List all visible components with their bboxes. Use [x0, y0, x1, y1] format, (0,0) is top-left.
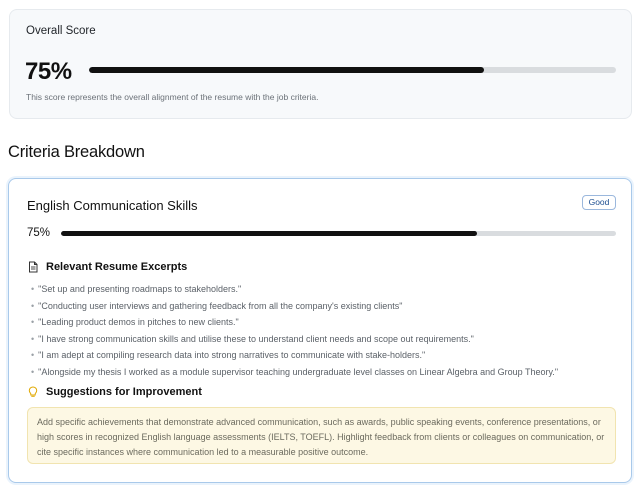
- rating-badge: Good: [582, 195, 616, 210]
- document-icon: [27, 261, 39, 273]
- list-item: • "I am adept at compiling research data into strong narratives to communicate with stake-holders.": [31, 347, 558, 364]
- list-item: • "Leading product demos in pitches to new clients.": [31, 314, 558, 331]
- criteria-score-bar: [61, 231, 616, 236]
- suggestions-heading-label: Suggestions for Improvement: [46, 386, 202, 398]
- overall-score-percent: 75%: [25, 58, 72, 85]
- list-item: • "Set up and presenting roadmaps to stakeholders.": [31, 281, 558, 298]
- excerpts-heading-label: Relevant Resume Excerpts: [46, 261, 188, 273]
- lightbulb-icon: [27, 386, 39, 398]
- suggestions-heading: [27, 386, 202, 398]
- criteria-score-percent: 75%: [27, 227, 51, 239]
- overall-score-title: Overall Score: [26, 25, 96, 37]
- overall-score-description: This score represents the overall alignment of the resume with the job criteria.: [26, 92, 319, 102]
- criteria-card-english-communication: [8, 178, 632, 483]
- excerpts-list: [31, 281, 558, 380]
- criteria-score-bar-fill: [61, 231, 477, 236]
- list-item: • "I have strong communication skills and utilise these to understand client needs and scope out requirements.": [31, 331, 558, 348]
- criteria-title: English Communication Skills: [27, 198, 198, 213]
- overall-score-card: [9, 9, 632, 119]
- criteria-breakdown-heading: Criteria Breakdown: [8, 143, 145, 161]
- list-item: • "Conducting user interviews and gathering feedback from all the company's existing clients": [31, 298, 558, 315]
- excerpts-heading: [27, 261, 187, 273]
- overall-score-bar-fill: [89, 67, 484, 73]
- overall-score-bar: [89, 67, 616, 73]
- list-item: • "Alongside my thesis I worked as a module supervisor teaching undergraduate level classes on Linear Algebra and Group Theory.": [31, 364, 558, 381]
- suggestions-box: Add specific achievements that demonstrate advanced communication, such as awards, public speaking events, conference presentations, or high scores in recognized English language assessments (IELTS, TOEFL). Highlight feedback from clients or colleagues on communication, or cite specific instances where communication led to a measurable positive outcome.: [27, 407, 616, 464]
